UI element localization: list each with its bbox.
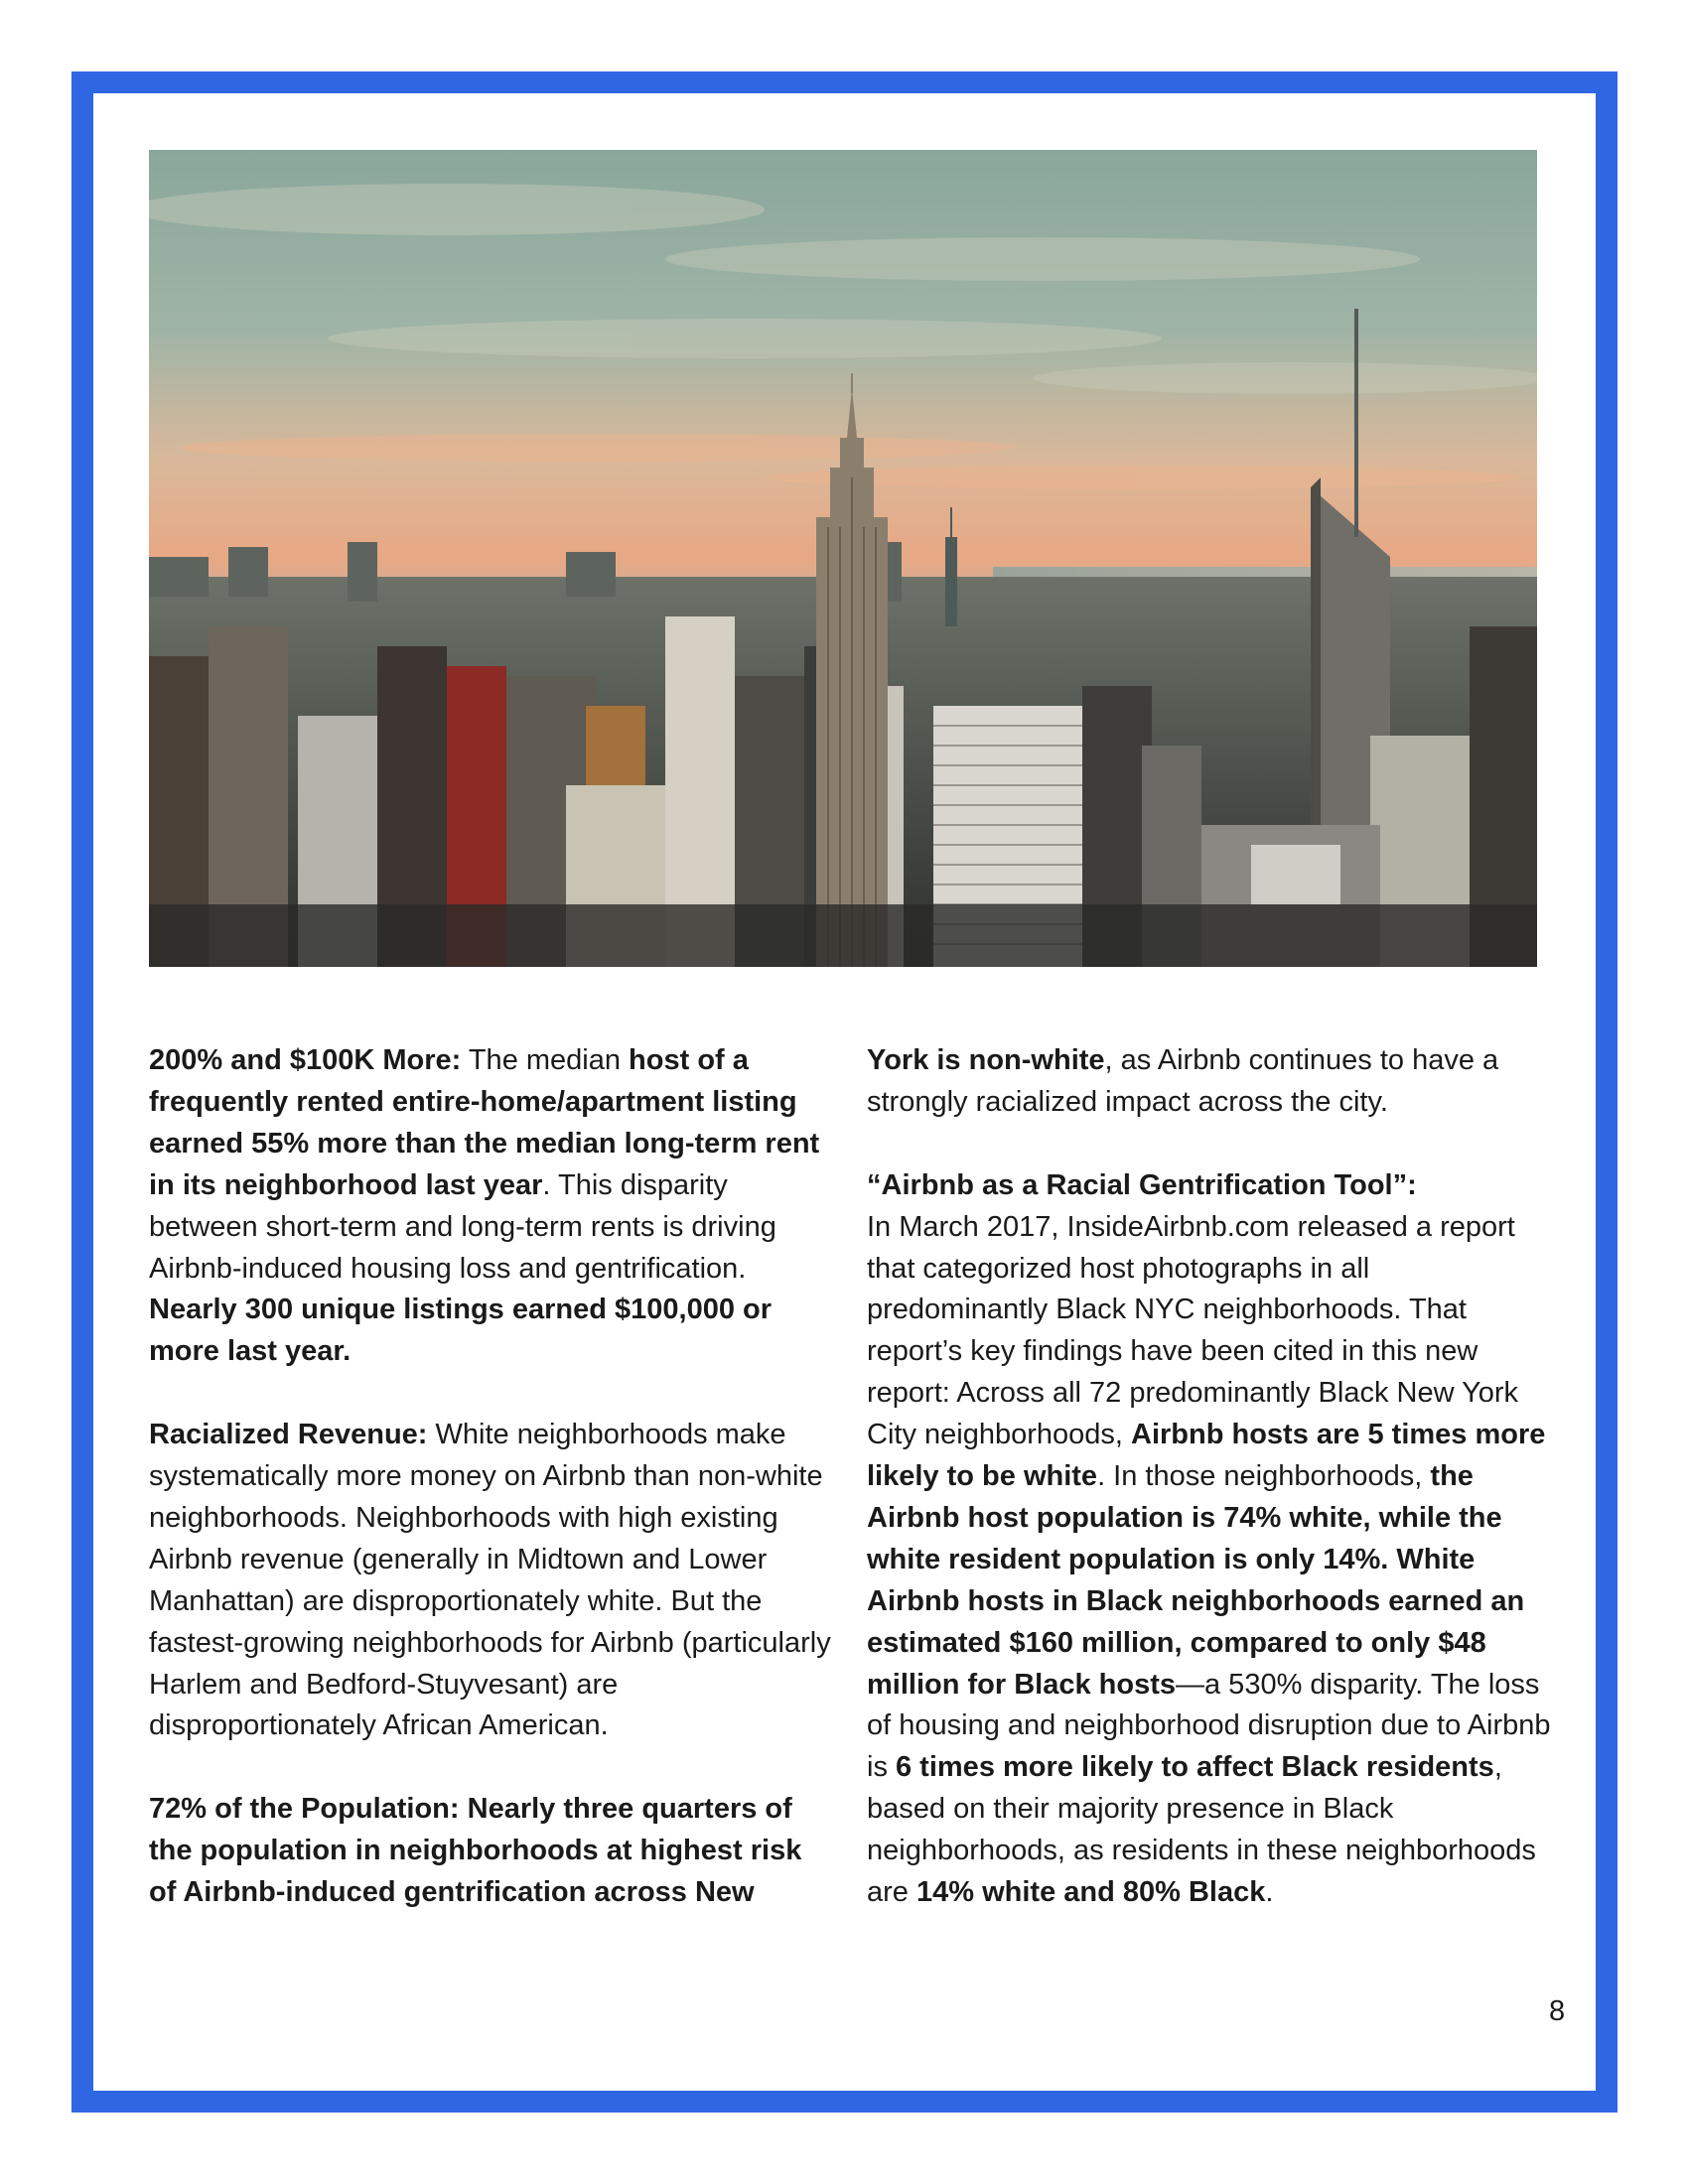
right-column [867, 1040, 1552, 1956]
paragraph-bold-text: the Airbnb host population is 74% white, while the white resident population is only 14%. White Airbnb hosts in Black neighborhoods earned an estimated $160 million, compared to only $48 million for Black hosts [867, 1460, 1525, 1701]
paragraph-bold-text: York is non-white [867, 1044, 1105, 1076]
section-heading: “Airbnb as a Racial Gentrification Tool”: [867, 1168, 1417, 1201]
paragraph-bold-text: 14% white and 80% Black [915, 1876, 1266, 1909]
city-skyline-photo [149, 150, 1537, 967]
paragraph-lead: 72% of the Population: [149, 1793, 460, 1826]
paragraph-200-percent [149, 1040, 834, 1373]
paragraph-text: , as Airbnb continues to have a strongly racialized impact across the city. [867, 1044, 1499, 1118]
paragraph-lead: 200% and $100K More: [149, 1044, 462, 1076]
paragraph-racialized-revenue [149, 1415, 834, 1747]
page-number: 8 [1549, 1995, 1566, 2027]
paragraph-bold-text: 6 times more likely to affect Black residents [896, 1751, 1494, 1784]
paragraph-text: , based on their majority presence in Black neighborhoods, as residents in these neighborhoods are [867, 1751, 1536, 1909]
paragraph-text: The median [461, 1044, 630, 1076]
paragraph-text: —a 530% disparity. The loss of housing and neighborhood disruption due to Airbnb is [867, 1668, 1551, 1784]
paragraph-bold-text: Airbnb hosts are 5 times more likely to be white [867, 1419, 1546, 1493]
paragraph-bold-text: Nearly 300 unique listings earned $100,000 or more last year. [149, 1294, 773, 1368]
paragraph-72-percent [149, 1789, 834, 1914]
paragraph-text: White neighborhoods make systematically more money on Airbnb than non-white neighborhoods. Neighborhoods with high existing Airbnb revenue (generally in Midtown and Lower Manhattan) are disproportionately white. But the fastest-growing neighborhoods for Airbnb (particularly Harlem and Bedford-Stuyvesant) are disproportionately African American. [149, 1419, 831, 1742]
paragraph-text: . In those neighborhoods, [1097, 1460, 1431, 1493]
paragraph-text: . [1265, 1876, 1274, 1909]
paragraph-continued [867, 1040, 1552, 1124]
paragraph-lead: Racialized Revenue: [149, 1419, 428, 1451]
paragraph-bold-text: host of a frequently rented entire-home/apartment listing earned 55% more than the median long-term rent in its neighborhood last year [149, 1044, 820, 1201]
paragraph-text: In March 2017, InsideAirbnb.com released a report that categorized host photographs in all predominantly Black NYC neighborhoods. That report’s key findings have been cited in this new report: Across all 72 predominantly Black New York City neighborhoods, [867, 1210, 1519, 1451]
skyline-illustration [149, 150, 1537, 967]
paragraph-racial-gentrification [867, 1165, 1552, 1914]
paragraph-bold-text: Nearly three quarters of the population in neighborhoods at highest risk of Airbnb-induced gentrification across New [149, 1793, 802, 1909]
left-column [149, 1040, 834, 1956]
paragraph-text: . This disparity between short-term and long-term rents is driving Airbnb-induced housing loss and gentrification. [149, 1168, 776, 1285]
